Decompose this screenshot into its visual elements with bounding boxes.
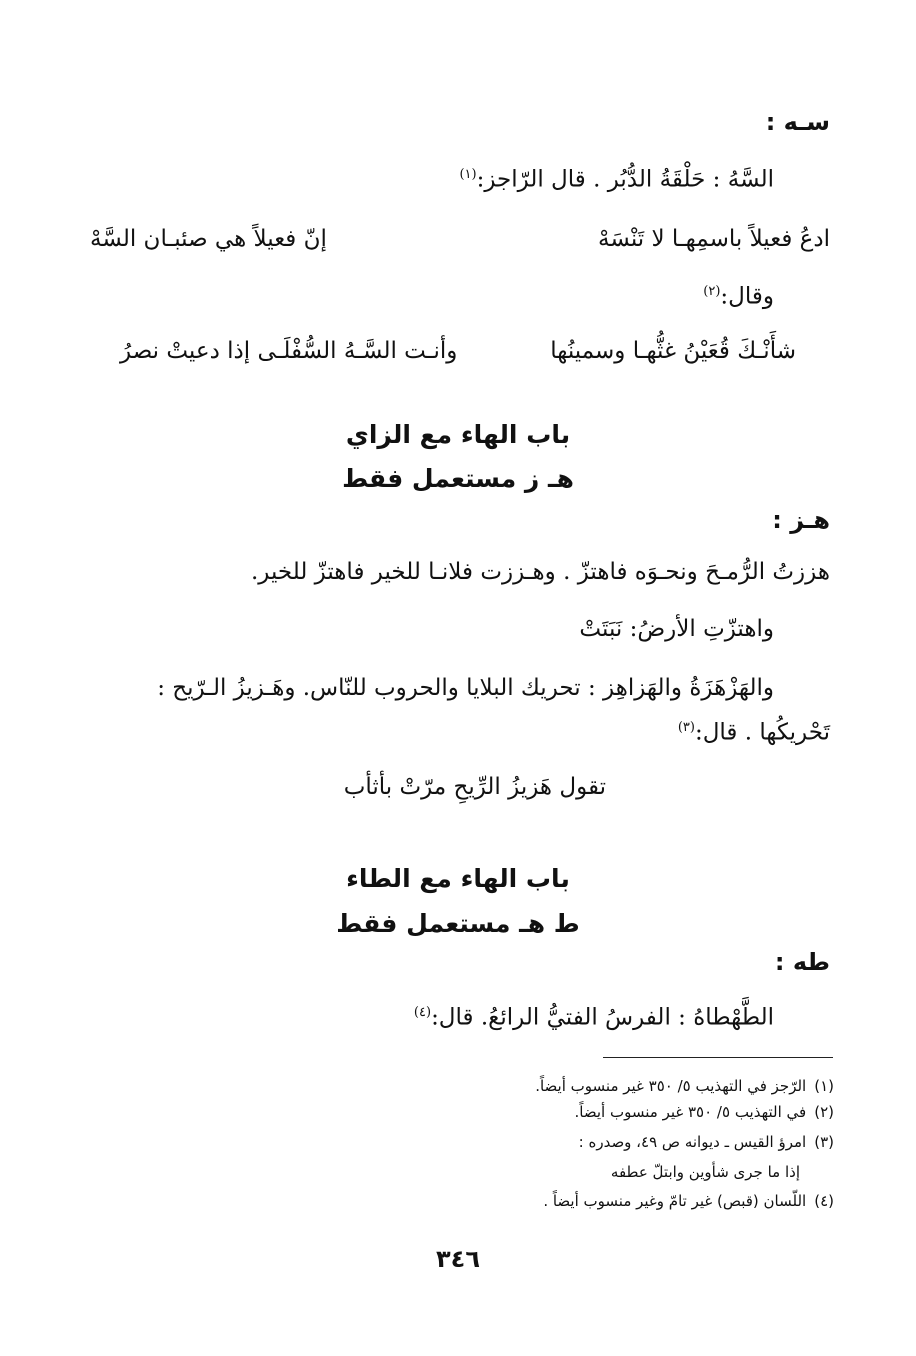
verse-sah-1 <box>90 228 830 251</box>
qala-sah <box>703 285 774 309</box>
verse-hz: تقول هَزيزُ الرِّيحِ مرّتْ بأثأب <box>343 774 606 800</box>
definition-hz-4-text: تَحْريكُها . قال: <box>694 719 830 746</box>
footnote-2 <box>575 1105 834 1120</box>
definition-th-text: الطَّهْطاهُ : الفرسُ الفتيُّ الرائعُ. قال: <box>431 1004 774 1031</box>
footnote-number: (٢) <box>814 1103 834 1121</box>
verse-hemistich-right: شأَنْـكَ قُعَيْنُ غثُّهـا وسمينُها <box>550 338 796 364</box>
footnote-ref-2: (٢) <box>703 284 721 299</box>
definition-hz-3: والهَزْهَزَةُ والهَزاهِز : تحريك البلايا والحروب للنّاس. وهَـزيزُ الـرّيح : <box>157 675 774 701</box>
entry-head-hz: هـز : <box>772 506 830 534</box>
footnote-ref-4: (٤) <box>413 1005 432 1020</box>
footnote-text: إذا ما جرى شأوين وابتلّ عطفه <box>610 1163 800 1181</box>
footnote-number: (٤) <box>814 1192 834 1210</box>
page-number: ٣٤٦ <box>436 1245 480 1273</box>
footnote-number: (٣) <box>814 1133 834 1151</box>
footnote-text: الرّجز في التهذيب ٥/ ٣٥٠ غير منسوب أيضاً. <box>535 1077 807 1095</box>
chapter-subtitle-hz: هـ ز مستعمل فقط <box>342 464 574 493</box>
footnote-text: في التهذيب ٥/ ٣٥٠ غير منسوب أيضاً. <box>574 1103 807 1121</box>
verse-hemistich-left: إنّ فعيلاً هي صئبـان السَّهْ <box>90 226 327 252</box>
definition-hz-4 <box>678 721 830 745</box>
entry-head-sah: سـه : <box>765 108 830 136</box>
footnote-3-verse <box>611 1165 800 1180</box>
footnote-4 <box>543 1194 834 1209</box>
footnote-ref-1: (١) <box>459 167 477 182</box>
footnote-text: امرؤ القيس ـ ديوانه ص ٤٩، وصدره : <box>578 1133 807 1151</box>
chapter-title-hz: باب الهاء مع الزاي <box>345 420 571 449</box>
verse-sah-2 <box>120 340 796 363</box>
footnote-1 <box>535 1079 834 1094</box>
footnote-text: اللّسان (قبص) غير تامّ وغير منسوب أيضاً . <box>543 1192 807 1210</box>
verse-hemistich-right: ادعُ فعيلاً باسمِهـا لا تَنْسَهْ <box>598 226 830 252</box>
footnote-ref-3: (٣) <box>677 720 695 735</box>
definition-sah-text: السَّهُ : حَلْقَةُ الدُّبُر . قال الرّاجز: <box>476 166 774 193</box>
qala-sah-text: وقال: <box>720 283 774 310</box>
chapter-title-th: باب الهاء مع الطاء <box>346 864 570 893</box>
footnote-number: (١) <box>814 1077 834 1095</box>
entry-head-th: طه : <box>774 948 830 976</box>
footnote-separator <box>603 1057 833 1058</box>
definition-hz-1: هززتُ الرُّمـحَ ونحـوَه فاهتزّ . وهـززت فلانـا للخير فاهتزّ للخير. <box>250 559 830 585</box>
footnote-3 <box>579 1135 834 1150</box>
definition-hz-2: واهتزّتِ الأرضُ: نَبَتَتْ <box>579 616 774 642</box>
definition-th <box>414 1006 774 1030</box>
verse-hemistich-left: وأنـت السَّـهُ السُّفْلَـى إذا دعيتْ نصرُ <box>120 338 458 364</box>
definition-sah <box>459 168 774 192</box>
chapter-subtitle-th: ط هـ مستعمل فقط <box>336 909 580 938</box>
